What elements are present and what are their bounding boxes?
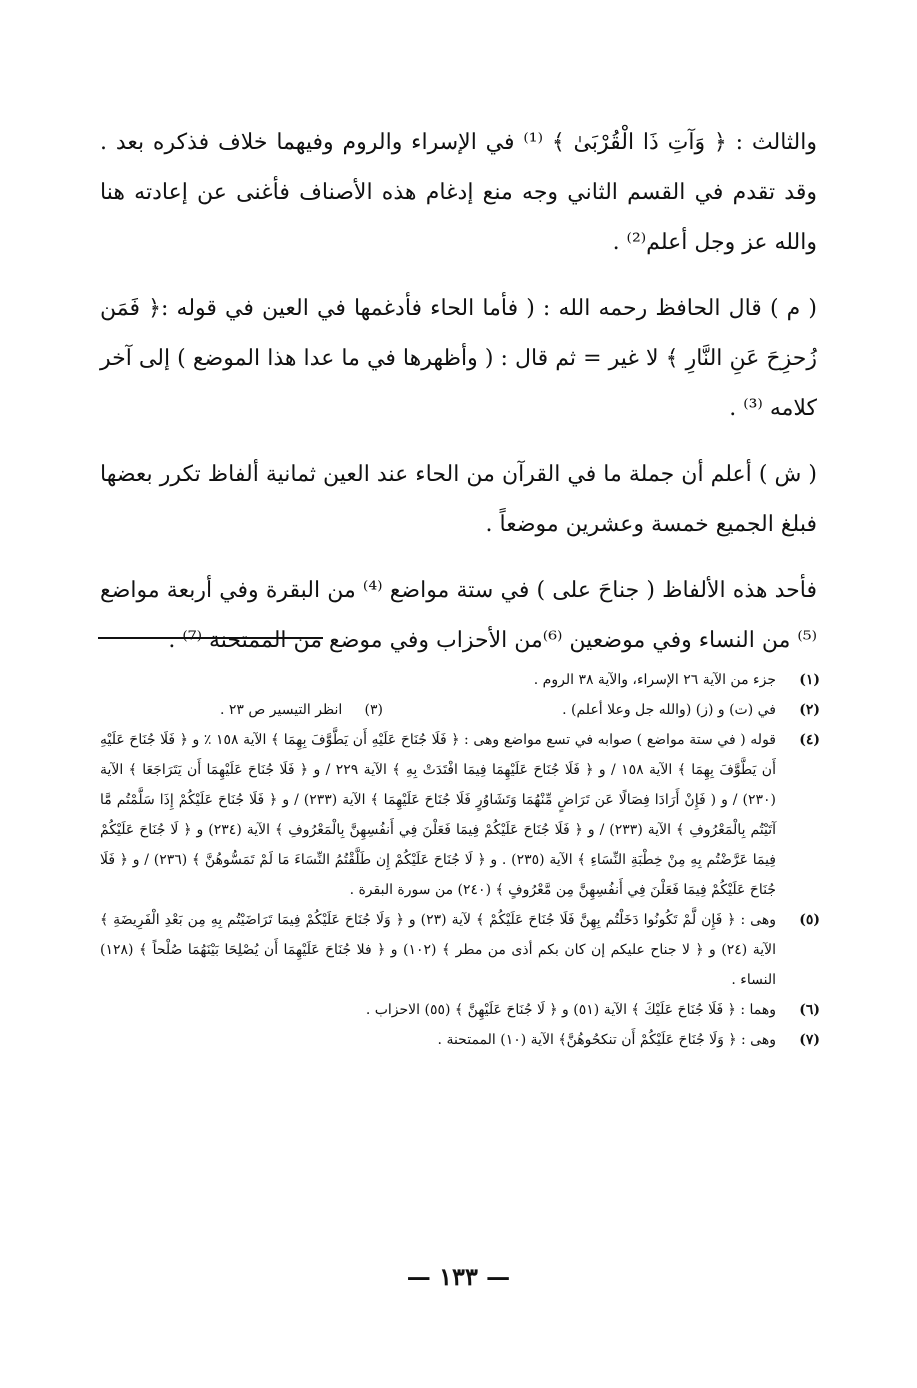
main-text: [100, 118, 817, 666]
footnote-number: (٣): [364, 702, 384, 718]
footnote-7: [100, 1025, 820, 1055]
footnote-5: [100, 905, 820, 995]
paragraph-2: ( م ) قال الحافظ رحمه الله : ( فأما الحاء فأدغمها في العين في قوله :﴿ فَمَن زُحزِحَ عَنِ النَّارِ ﴾ لا غير = ثم قال : ( وأظهرها في ما عدا هذا الموضع ) إلى آخر كلامه ⁽³⁾ .: [100, 296, 817, 421]
footnote-text: انظر التيسير ص ٢٣ .: [220, 702, 343, 718]
footnote-2: [100, 695, 820, 725]
page-number: — ١٣٣ —: [406, 1262, 511, 1291]
footnote-number: (٢): [799, 702, 820, 718]
footnote-number: (٦): [799, 1002, 820, 1018]
footnote-text: جزء من الآية ٢٦ الإسراء، والآية ٣٨ الروم .: [533, 672, 776, 688]
paragraph-3: ( ش ) أعلم أن جملة ما في القرآن من الحاء عند العين ثمانية ألفاظ تكرر بعضها فبلغ الجميع خمسة وعشرين موضعاً .: [100, 462, 817, 537]
footnote-number: (٤): [799, 732, 820, 748]
paragraph-4: فأحد هذه الألفاظ ( جناحَ على ) في ستة مواضع ⁽⁴⁾ من البقرة وفي أربعة مواضع ⁽⁵⁾ من النساء وفي موضعين ⁽⁶⁾من الأحزاب وفي موضع من الممتحنة ⁽⁷⁾ .: [100, 578, 817, 653]
paragraph-1: والثالث : ﴿ وَآتِ ذَا الْقُرْبَىٰ ﴾ ⁽¹⁾ في الإسراء والروم وفيهما خلاف فذكره بعد . وقد تقدم في القسم الثاني وجه منع إدغام هذه الأصناف فأغنى عن إعادته هنا والله عز وجل أعلم⁽²⁾ .: [100, 130, 817, 255]
footnote-number: (٥): [799, 912, 820, 928]
footnotes: [100, 665, 820, 1055]
footnote-6: [100, 995, 820, 1025]
footnote-number: (١): [799, 672, 820, 688]
footnote-1: [100, 665, 820, 695]
footnote-text: وهما : ﴿ فَلَا جُنَاحَ عَلَيْكَ ﴾ الآية (٥١) و ﴿ لَا جُنَاحَ عَلَيْهِنَّ ﴾ (٥٥) الاحزاب .: [365, 1002, 776, 1018]
footnote-text: في (ت) و (ز) (والله جل وعلا أعلم) .: [562, 702, 776, 718]
footnote-text: وهى : ﴿ فَإِن لَّمْ تَكُونُوا دَخَلْتُم بِهِنَّ فَلَا جُنَاحَ عَلَيْكُمْ ﴾ لآية (٢٣) و ﴿ وَلَا جُنَاحَ عَلَيْكُمْ فِيمَا تَرَاضَيْتُم بِهِ مِن بَعْدِ الْفَرِيضَةِ ﴾ الآية (٢٤) و ﴿ لا جناح عليكم إن كان بكم أذى من مطر ﴾ (١٠٢) و ﴿ فلا جُنَاحَ عَلَيْهِمَا أَن يُصْلِحَا بَيْنَهُمَا صُلْحاً ﴾ (١٢٨) النساء .: [100, 912, 776, 988]
footnote-text: قوله ( في ستة مواضع ) صوابه في تسع مواضع وهى : ﴿ فَلَا جُنَاحَ عَلَيْهِ أَن يَطَّوَّفَ بِهِمَا ﴾ الآية ١٥٨ ٪ و ﴿ فَلَا جُنَاحَ عَلَيْهِ أَن يَطَّوَّفَ بِهِمَا ﴾ الآية ١٥٨ / و ﴿ فَلَا جُنَاحَ عَلَيْهِمَا فِيمَا افْتَدَتْ بِهِ ﴾ الآية ٢٢٩ / و ﴿ فَلَا جُنَاحَ عَلَيْهِمَا أَن يَتَرَاجَعَا ﴾ الآية (٢٣٠) / و ( فَإِنْ أَرَادَا فِصَالًا عَن تَرَاضٍ مِّنْهُمَا وَتَشَاوُرٍ فَلَا جُنَاحَ عَلَيْهِمَا ﴾ الآية (٢٣٣) / و ﴿ فَلَا جُنَاحَ عَلَيْكُمْ إِذَا سَلَّمْتُم مَّا آتَيْتُم بِالْمَعْرُوفِ ﴾ الآية (٢٣٣) / و ﴿ فَلَا جُنَاحَ عَلَيْكُمْ فِيمَا فَعَلْنَ فِي أَنفُسِهِنَّ بِالْمَعْرُوفِ ﴾ الآية (٢٣٤) و ﴿ لَا جُنَاحَ عَلَيْكُمْ فِيمَا عَرَّضْتُم بِهِ مِنْ خِطْبَةِ النِّسَاءِ ﴾ الآية (٢٣٥) . و ﴿ لَا جُنَاحَ عَلَيْكُمْ إِن طَلَّقْتُمُ النِّسَاءَ مَا لَمْ تَمَسُّوهُنَّ ﴾ (٢٣٦) / و ﴿ فَلَا جُنَاحَ عَلَيْكُمْ فِيمَا فَعَلْنَ فِي أَنفُسِهِنَّ مِن مَّعْرُوفٍ ﴾ (٢٤٠) من سورة البقرة .: [100, 732, 777, 898]
footnote-separator: [98, 637, 323, 639]
footnote-number: (٧): [799, 1032, 820, 1048]
footnote-4: [100, 725, 820, 905]
footnote-text: وهى : ﴿ وَلَا جُنَاحَ عَلَيْكُمْ أَن تنكحُوهُنَّ﴾ الآية (١٠) الممتحنة .: [437, 1032, 776, 1048]
